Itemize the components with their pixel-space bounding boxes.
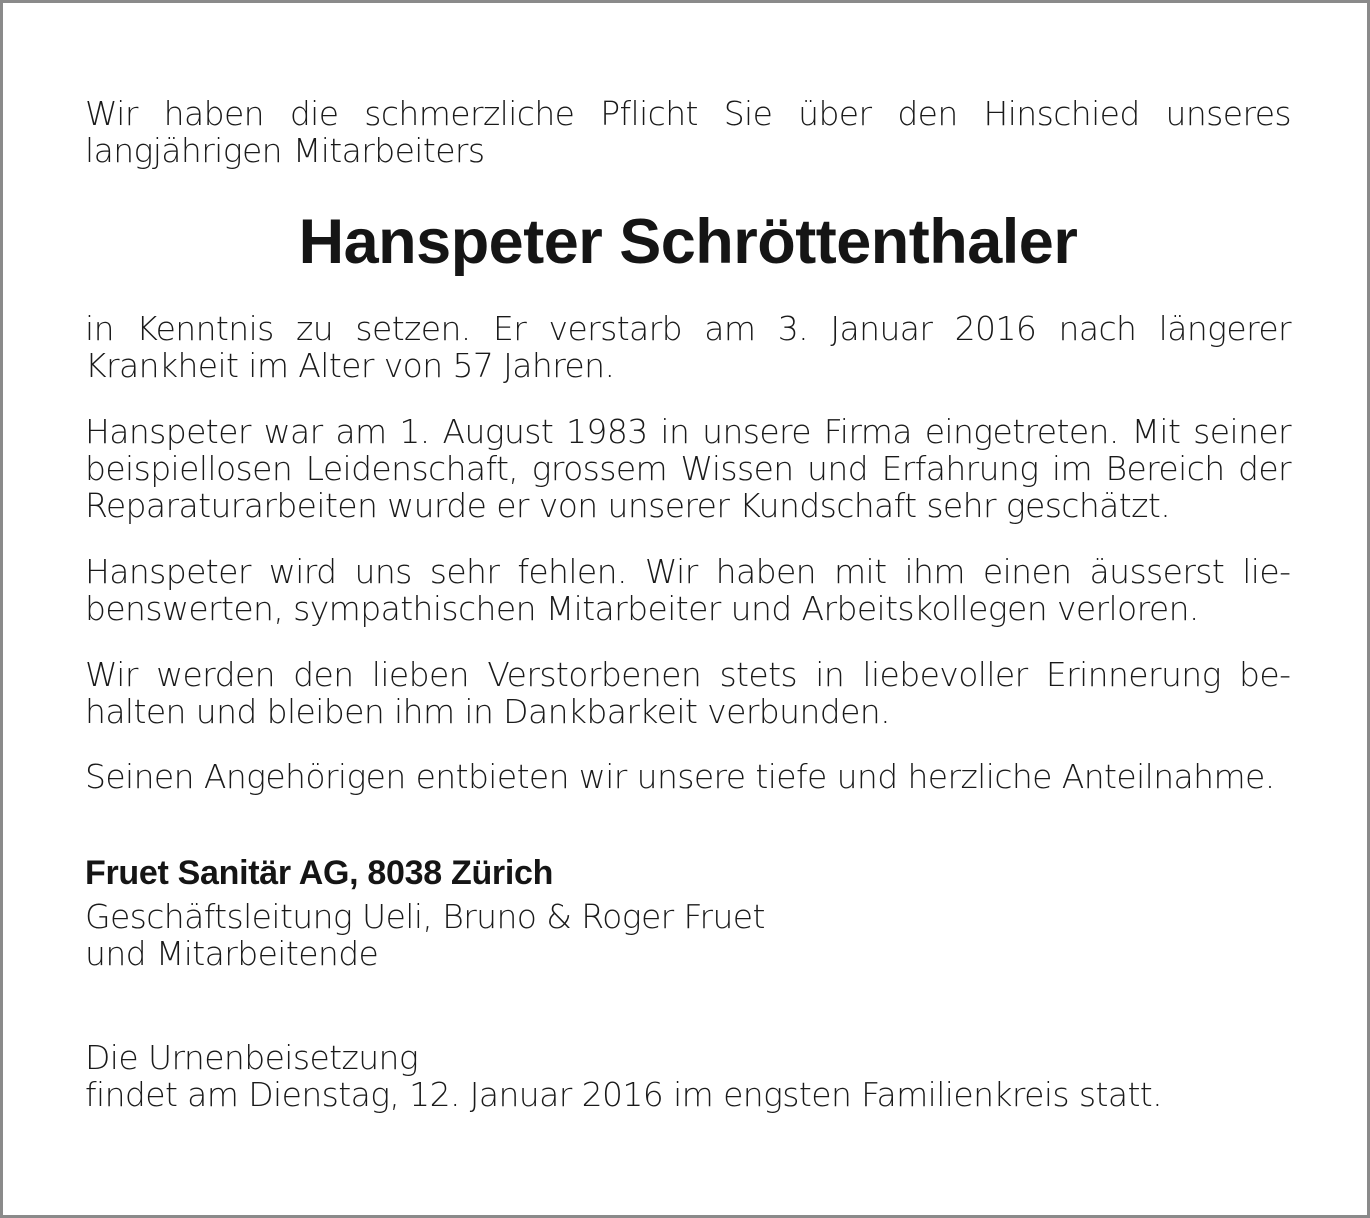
notice-content	[85, 95, 1291, 1113]
burial-info	[85, 1039, 1291, 1113]
signatories-line-1: Geschäftsleitung Ueli, Bruno & Roger Fruet	[85, 897, 765, 936]
signatories-line-2: und Mitarbeitende	[85, 934, 379, 973]
company-name: Fruet Sanitär AG, 8038 Zürich	[85, 854, 554, 892]
missed-text: Hanspeter wird uns sehr fehlen. Wir haben mit ihm einen äusserst liebenswerten, sympathischen Mitarbeiter und Arbeitskollegen verloren.	[85, 552, 1291, 628]
remembrance-text: Wir werden den lieben Verstorbenen stets in liebevoller Erinnerung behalten und bleiben ihm in Dankbarkeit verbunden.	[85, 655, 1291, 731]
condolence-text: Seinen Angehörigen entbieten wir unsere tiefe und herzliche Anteilnahme.	[85, 757, 1275, 796]
burial-line-1: Die Urnenbeisetzung	[85, 1038, 419, 1077]
signatories	[85, 898, 1291, 972]
deceased-name: Hanspeter Schröttenthaler	[298, 207, 1078, 277]
intro-text: Wir haben die schmerzliche Pflicht Sie über den Hinschied unseres langjährigen Mitarbeiters	[85, 94, 1291, 170]
announcement-text: in Kenntnis zu setzen. Er verstarb am 3. Januar 2016 nach längerer Krankheit im Alter von 57 Jahren.	[85, 309, 1291, 385]
career-text: Hanspeter war am 1. August 1983 in unsere Firma eingetreten. Mit seiner beispiellosen Leidenschaft, grossem Wissen und Erfahrung im Bereich der Reparaturarbeiten wurde er von unserer Kundschaft sehr geschätzt.	[85, 412, 1291, 525]
burial-line-2: findet am Dienstag, 12. Januar 2016 im engsten Familienkreis statt.	[85, 1075, 1163, 1114]
